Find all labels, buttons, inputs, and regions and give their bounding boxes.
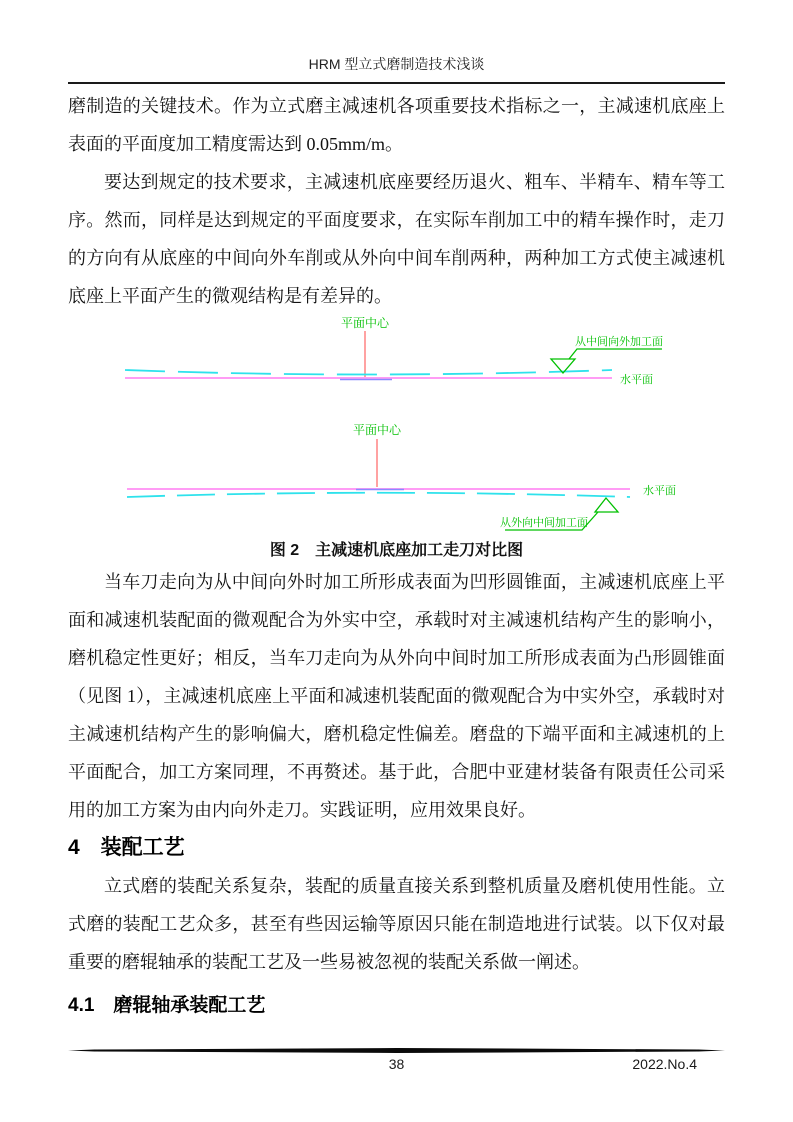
top-leader-line	[569, 349, 662, 359]
bottom-machined-surface-label: 从外向中间加工面	[500, 517, 588, 529]
tool-path-comparison-drawing	[68, 315, 725, 537]
bottom-horizontal-plane-label: 水平面	[643, 485, 676, 497]
running-header-title: HRM 型立式磨制造技术浅谈	[308, 56, 485, 72]
header-rule	[68, 82, 725, 84]
top-machined-surface-label: 从中间向外加工面	[575, 336, 663, 348]
page-footer	[68, 1048, 725, 1075]
figure-caption: 图 2 主减速机底座加工走刀对比图	[269, 542, 524, 559]
paragraph-1: 磨制造的关键技术。作为立式磨主减速机各项重要技术指标之一，主减速机底座上表面的平面度加工精度需达到 0.05mm/m。	[68, 96, 725, 154]
bottom-plane-center-label: 平面中心	[352, 423, 402, 437]
paragraph-2: 要达到规定的技术要求，主减速机底座要经历退火、粗车、半精车、精车等工序。然而，同样是达到规定的平面度要求，在实际车削加工中的精车操作时，走刀的方向有从底座的中间向外车削或从外向中间车削两种，两种加工方式使主减速机底座上平面产生的微观结构是有差异的。	[68, 172, 725, 306]
footer-row	[68, 1053, 725, 1075]
top-machined-surface-line	[125, 370, 612, 375]
figure-2-tool-path-comparison	[68, 315, 725, 563]
paragraph-4: 立式磨的装配关系复杂，装配的质量直接关系到整机质量及磨机使用性能。立式磨的装配工艺众多，甚至有些因运输等原因只能在制造地进行试装。以下仅对最重要的磨辊轴承的装配工艺及一些易被忽视的装配关系做一阐述。	[68, 876, 725, 972]
section-4-1-heading: 4.1 磨辊轴承装配工艺	[68, 995, 266, 1016]
bottom-surface-finish-triangle-icon	[595, 498, 618, 512]
issue-number: 2022.No.4	[632, 1056, 697, 1072]
article-body	[68, 87, 725, 1019]
paragraph-3: 当车刀走向为从中间向外时加工所形成表面为凹形圆锥面，主减速机底座上平面和减速机装配面的微观配合为外实中空，承载时对主减速机结构产生的影响小，磨机稳定性更好；相反，当车刀走向为从外向中间时加工所形成表面为凸形圆锥面（见图 1），主减速机底座上平面和减速机装配面的微观配合为中实外空，承载时对主减速机结构产生的影响偏大，磨机稳定性偏差。磨盘的下端平面和主减速机的上平面配合，加工方案同理，不再赘述。基于此，合肥中亚建材装备有限责任公司采用的加工方案为由内向外走刀。实践证明，应用效果良好。	[68, 572, 725, 820]
top-plane-center-label: 平面中心	[340, 316, 390, 330]
section-4-heading: 4 装配工艺	[68, 836, 185, 859]
page-number: 38	[388, 1056, 405, 1072]
top-horizontal-plane-label: 水平面	[620, 374, 653, 386]
bottom-machined-surface-line	[127, 493, 630, 497]
